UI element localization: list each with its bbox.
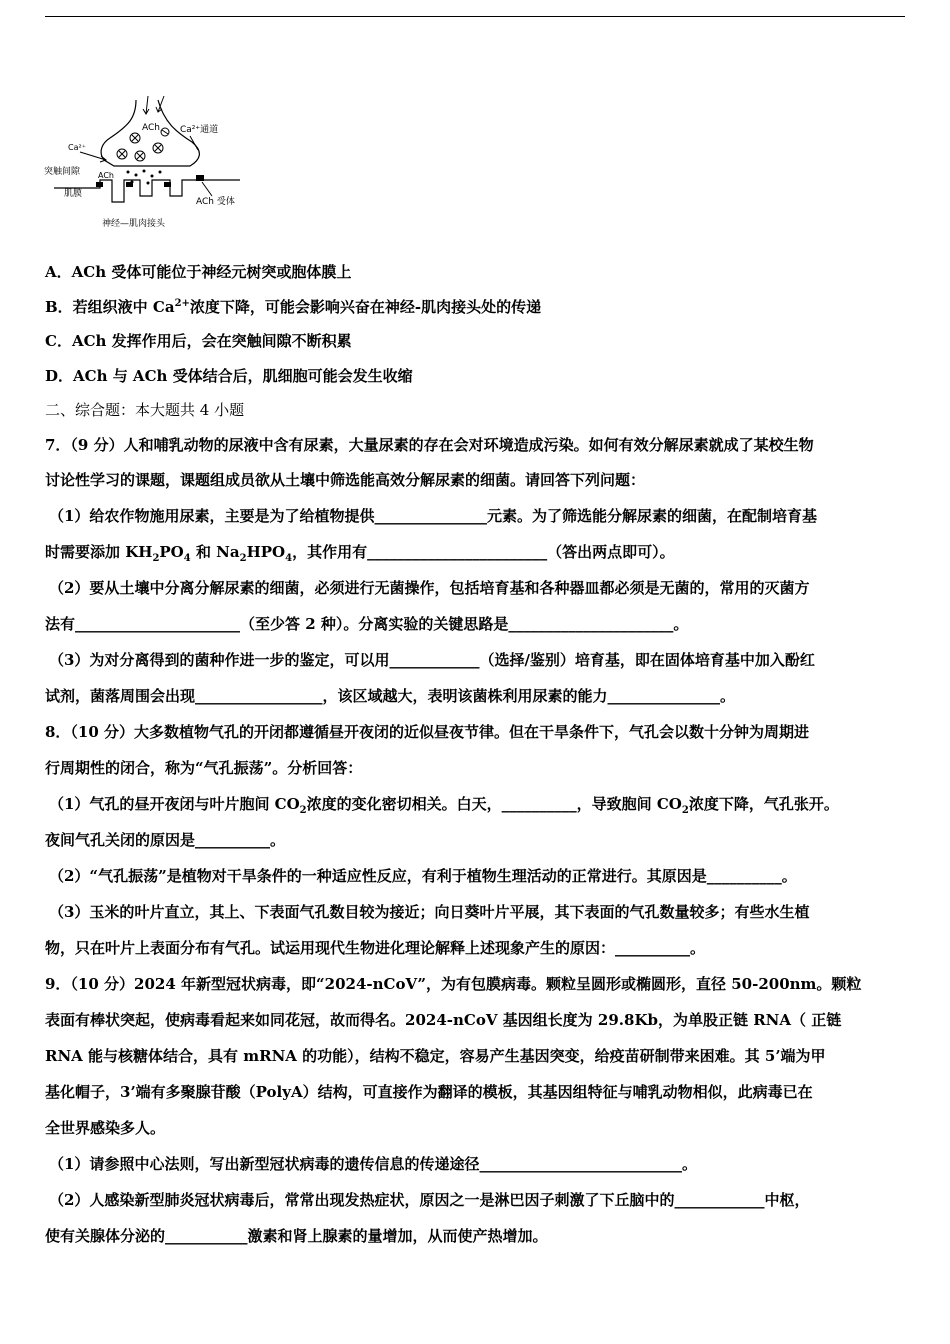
q7-line-2: 讨论性学习的课题，课题组成员欲从土壤中筛选能高效分解尿素的细菌。请回答下列问题：	[45, 471, 646, 489]
ca-channel-pointer	[190, 136, 198, 150]
q8-line-3: （1）气孔的昼开夜闭与叶片胞间 $CO_2$浓度的变化密切相关。白天，__________，导致胞间 $CO_2$浓度下降，气孔张开。	[49, 795, 839, 816]
q9-line-4: 基化帽子，3’端有多聚腺苷酸（PolyA）结构，可直接作为翻译的模板，其基因组特征与哺乳动物相似，此病毒已在	[45, 1083, 813, 1101]
receptor-pointer	[202, 182, 212, 196]
option-c: C．ACh 发挥作用后，会在突触间隙不断积累	[45, 332, 352, 350]
label-ach-mid: ACh	[98, 171, 114, 180]
neuromuscular-junction-svg	[40, 92, 270, 240]
q7-line-5: （2）要从土壤中分离分解尿素的细菌，必须进行无菌操作，包括培育基和各种器皿都必须是无菌的，常用的灭菌方	[49, 579, 810, 597]
q9-line-6: （1）请参照中心法则，写出新型冠状病毒的遗传信息的传递途径___________________________。	[49, 1155, 697, 1173]
q9-line-3: RNA 能与核糖体结合，具有 mRNA 的功能），结构不稳定，容易产生基因突变，给疫苗研制带来困难。其 5’端为甲	[45, 1047, 826, 1065]
q8-line-6: （3）玉米的叶片直立，其上、下表面气孔数目较为接近；向日葵叶片平展，其下表面的气孔数量较多；有些水生植	[49, 903, 810, 921]
q7-line-8: 试剂，菌落周围会出现_________________，该区域越大，表明该菌株利用尿素的能力_______________。	[45, 687, 736, 705]
label-cleft: 突触间隙	[44, 167, 81, 177]
q8-line-1: 8．（10 分）大多数植物气孔的开闭都遵循昼开夜闭的近似昼夜节律。但在干旱条件下，气孔会以数十分钟为周期进	[45, 723, 810, 741]
q7-line-1: 7．（9 分）人和哺乳动物的尿液中含有尿素，大量尿素的存在会对环境造成污染。如何有效分解尿素就成了某校生物	[45, 435, 814, 454]
label-ca: Ca²⁺	[68, 143, 86, 152]
q9-line-5: 全世界感染多人。	[45, 1119, 166, 1137]
q9-line-7: （2）人感染新型肺炎冠状病毒后，常常出现发热症状，原因之一是淋巴因子刺激了下丘脑中的____________中枢，	[49, 1191, 810, 1209]
label-ach-top: ACh	[142, 123, 160, 133]
label-ca-channel: Ca²⁺通道	[180, 125, 219, 135]
figure-caption: 神经—肌肉接头	[102, 219, 166, 229]
q7-line-7: （3）为对分离得到的菌种作进一步的鉴定，可以用____________（选择/鉴别）培育基，即在固体培育基中加入酚红	[49, 651, 815, 669]
q8-line-4: 夜间气孔关闭的原因是__________。	[45, 831, 286, 849]
option-d: D．ACh 与 ACh 受体结合后，肌细胞可能会发生收缩	[45, 366, 413, 385]
label-receptor: ACh 受体	[196, 197, 235, 207]
q8-line-5: （2）“气孔振荡”是植物对干旱条件的一种适应性反应，有利于植物生理活动的正常进行。其原因是__________。	[49, 867, 797, 885]
q7-line-3: （1）给农作物施用尿素，主要是为了给植物提供_______________元素。为了筛选能分解尿素的细菌，在配制培育基	[49, 507, 817, 525]
q9-line-2: 表面有棒状突起，使病毒看起来如同花冠，故而得名。2024-nCoV 基因组长度为 29.8Kb，为单股正链 RNA（ 正链	[45, 1011, 842, 1029]
synapse-diagram	[40, 92, 270, 240]
q8-line-7: 物，只在叶片上表面分布有气孔。试运用现代生物进化理论解释上述现象产生的原因：__________。	[45, 939, 706, 957]
document-body	[45, 255, 907, 1254]
q7-line-6: 法有______________________（至少答 2 种）。分离实验的关键思路是______________________。	[45, 615, 689, 633]
label-membrane: 肌膜	[64, 189, 83, 199]
option-b: B．若组织液中 $Ca^{2+}$浓度下降，可能会影响兴奋在神经-肌肉接头处的传递	[45, 297, 542, 316]
q8-line-2: 行周期性的闭合，称为“气孔振荡”。分析回答：	[45, 759, 363, 777]
q9-line-1: 9．（10 分）2024 年新型冠状病毒，即“2024-nCoV”，为有包膜病毒。颗粒呈圆形或椭圆形，直径 50-200nm。颗粒	[45, 975, 862, 993]
section-heading: 二、综合题：本大题共 4 小题	[45, 401, 245, 419]
header-rule	[45, 16, 905, 17]
option-a: A．ACh 受体可能位于神经元树突或胞体膜上	[45, 263, 352, 281]
q7-line-4: 时需要添加 $KH_2PO_4$ 和 $Na_2HPO_4$，其作用有________________________（答出两点即可）。	[45, 543, 675, 564]
q9-line-8: 使有关腺体分泌的___________激素和肾上腺素的量增加，从而使产热增加。	[45, 1227, 548, 1245]
